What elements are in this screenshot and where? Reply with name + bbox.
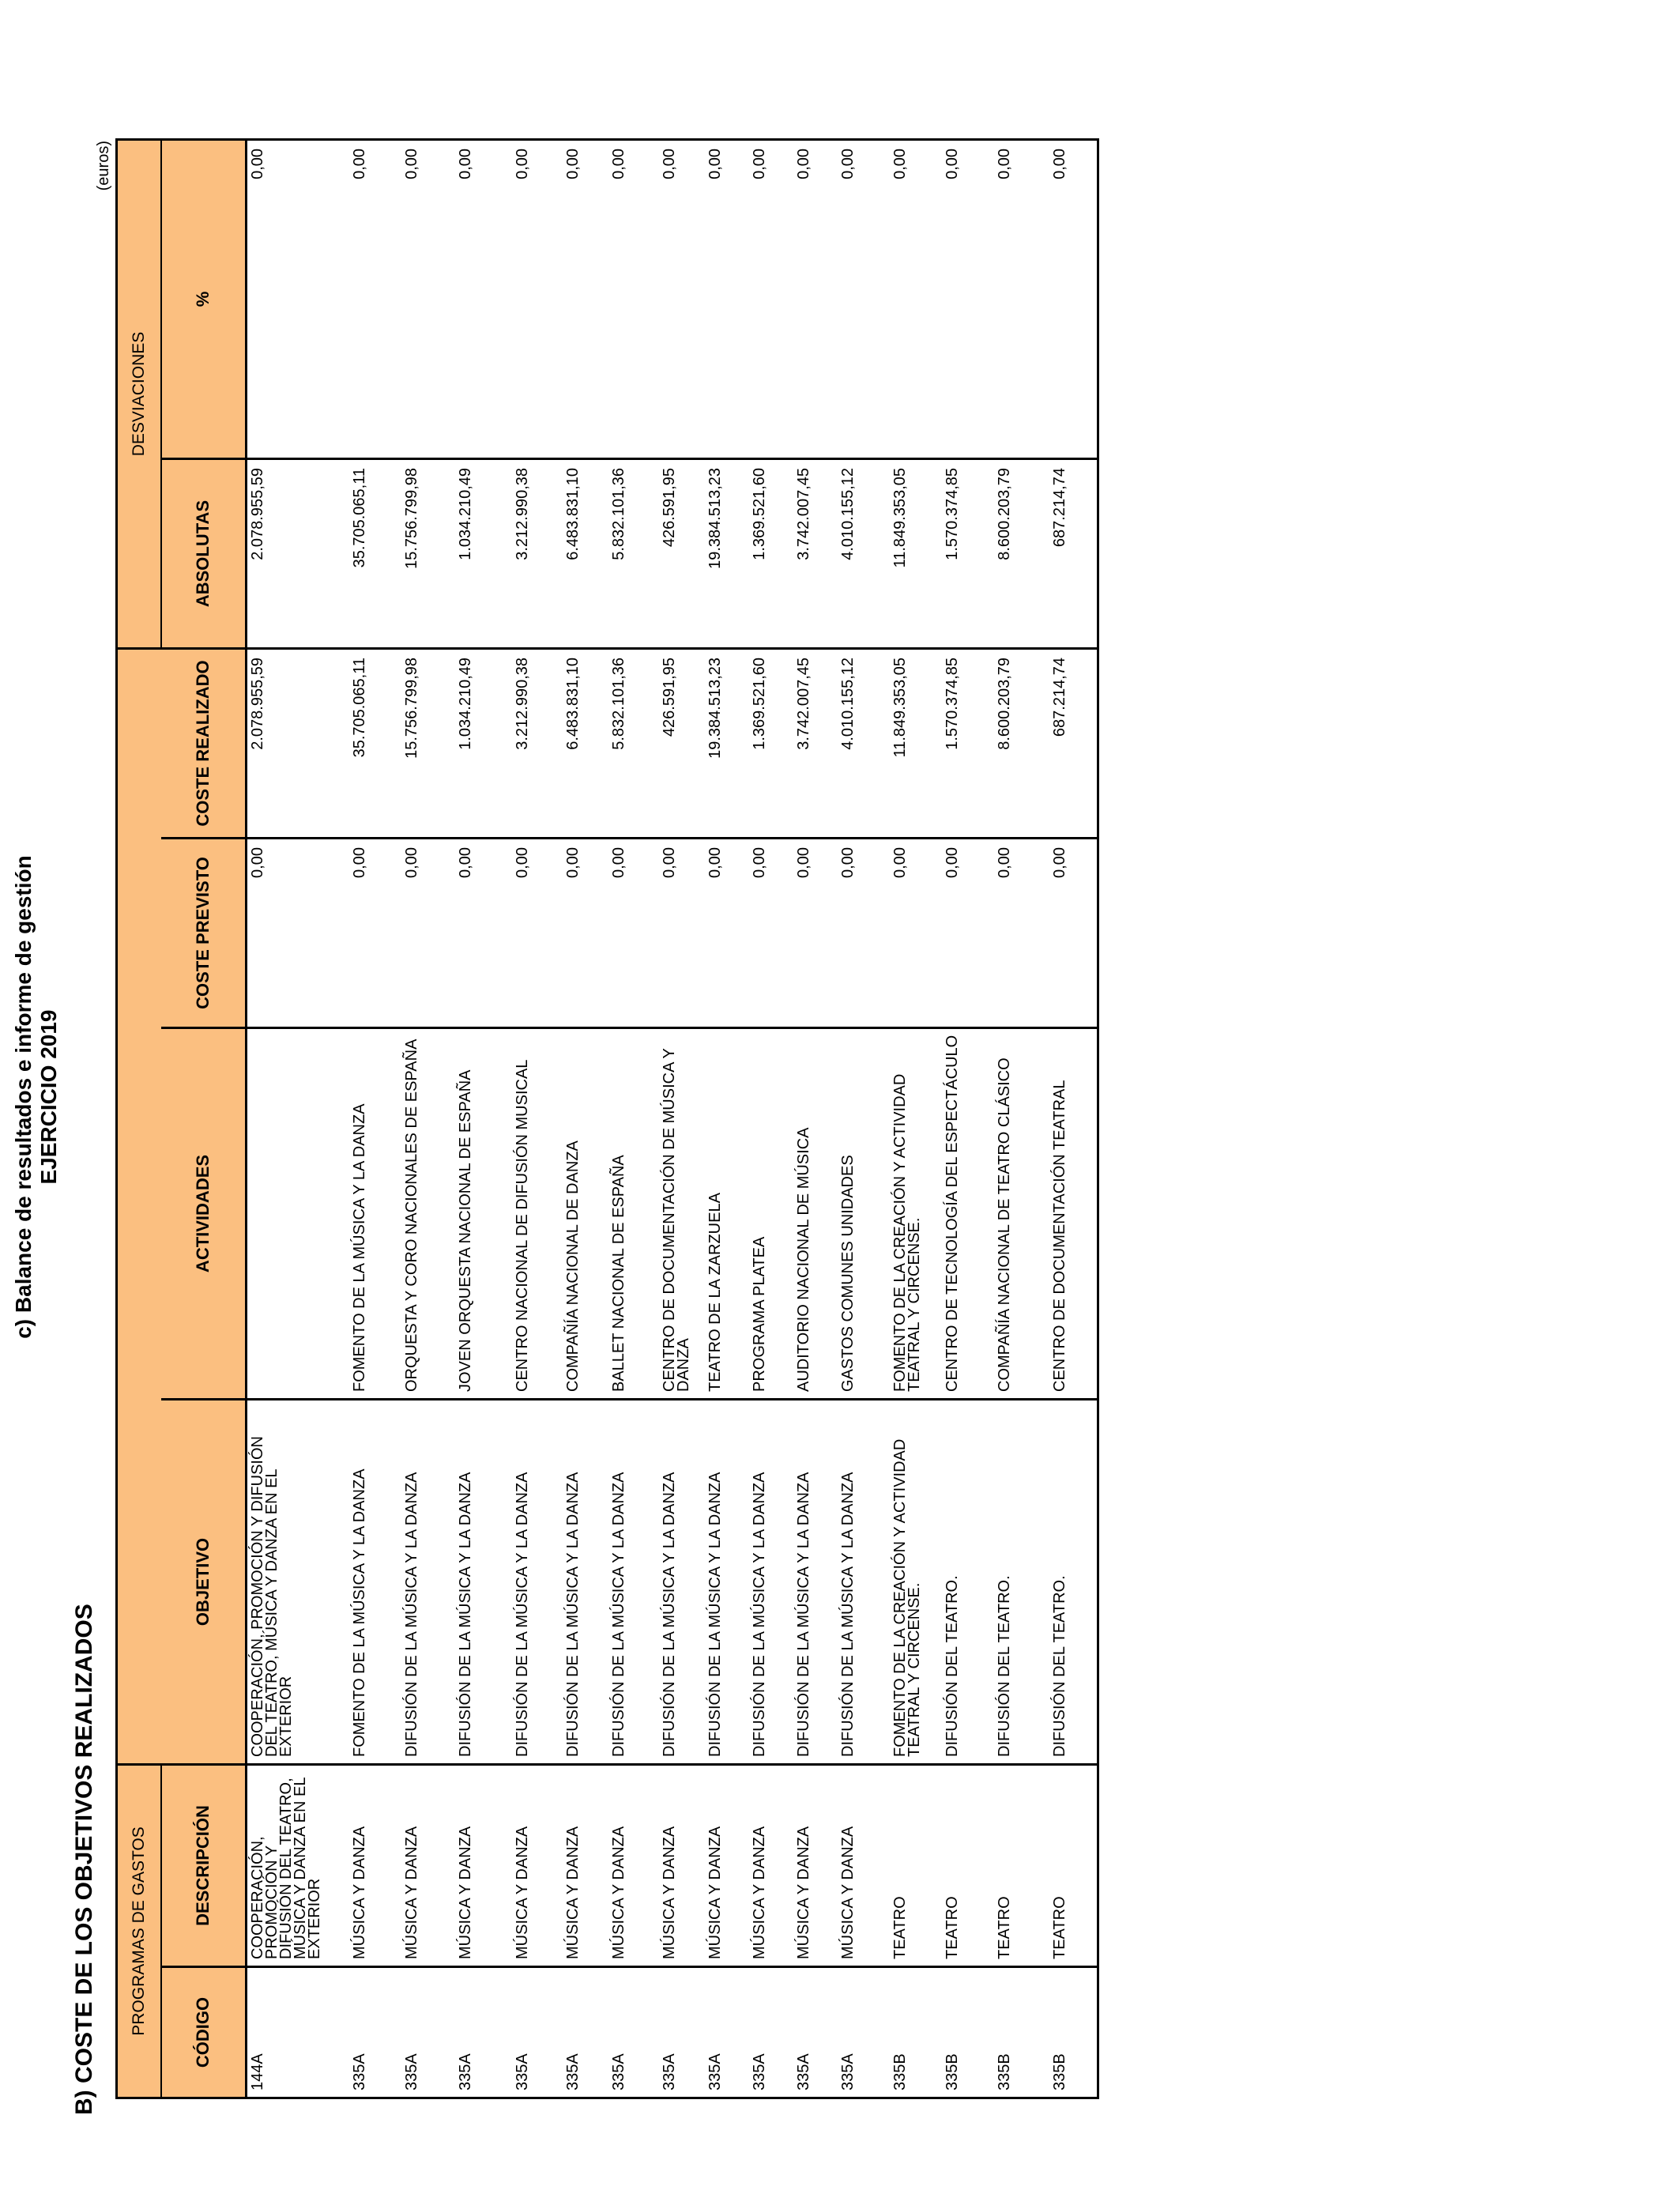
cell-porcentaje: 0,00 <box>749 139 793 458</box>
cell-absolutas: 2.078.955,59 <box>247 459 349 649</box>
cell-descripcion: TEATRO <box>942 1765 994 1967</box>
cell-objetivo: DIFUSIÓN DE LA MÚSICA Y LA DANZA <box>705 1400 749 1765</box>
cell-objetivo: FOMENTO DE LA CREACIÓN Y ACTIVIDAD TEATRAL Y CIRCENSE. <box>890 1400 942 1765</box>
header-objetivo: OBJETIVO <box>161 1400 247 1765</box>
cell-codigo: 335A <box>749 1967 793 2098</box>
cell-coste-previsto: 0,00 <box>994 839 1049 1028</box>
cell-codigo: 335B <box>890 1967 942 2098</box>
cell-absolutas: 6.483.831,10 <box>563 459 608 649</box>
cell-coste-previsto: 0,00 <box>942 839 994 1028</box>
cell-absolutas: 687.214,74 <box>1049 459 1098 649</box>
cell-codigo: 335B <box>994 1967 1049 2098</box>
table-row <box>659 139 705 2098</box>
cell-porcentaje: 0,00 <box>608 139 659 458</box>
cell-absolutas: 3.742.007,45 <box>793 459 838 649</box>
cell-codigo: 335A <box>563 1967 608 2098</box>
cell-porcentaje: 0,00 <box>512 139 563 458</box>
cell-objetivo: DIFUSIÓN DE LA MÚSICA Y LA DANZA <box>401 1400 455 1765</box>
header-porcentaje: % <box>161 139 247 458</box>
table-body <box>247 139 1098 2098</box>
cell-coste-realizado: 3.212.990,38 <box>512 649 563 839</box>
header-descripcion: DESCRIPCIÓN <box>161 1765 247 1967</box>
cell-codigo: 335A <box>659 1967 705 2098</box>
cell-descripcion: MÚSICA Y DANZA <box>349 1765 401 1967</box>
cell-descripcion: MÚSICA Y DANZA <box>512 1765 563 1967</box>
cell-porcentaje: 0,00 <box>247 139 349 458</box>
cell-objetivo: DIFUSIÓN DE LA MÚSICA Y LA DANZA <box>455 1400 512 1765</box>
table-row <box>749 139 793 2098</box>
cell-objetivo: DIFUSIÓN DE LA MÚSICA Y LA DANZA <box>793 1400 838 1765</box>
cell-porcentaje: 0,00 <box>349 139 401 458</box>
cell-actividades: GASTOS COMUNES UNIDADES <box>838 1028 890 1400</box>
table-row <box>247 139 349 2098</box>
table-row <box>942 139 994 2098</box>
cell-objetivo: FOMENTO DE LA MÚSICA Y LA DANZA <box>349 1400 401 1765</box>
cell-coste-realizado: 1.034.210,49 <box>455 649 512 839</box>
report-year: EJERCICIO 2019 <box>36 1009 61 1185</box>
header-desviaciones-group: DESVIACIONES <box>117 139 161 648</box>
section-title: B) COSTE DE LOS OBJETIVOS REALIZADOS <box>71 1604 97 2115</box>
cell-coste-realizado: 1.570.374,85 <box>942 649 994 839</box>
cell-coste-previsto: 0,00 <box>749 839 793 1028</box>
table-row <box>705 139 749 2098</box>
cell-porcentaje: 0,00 <box>455 139 512 458</box>
cell-descripcion: MÚSICA Y DANZA <box>659 1765 705 1967</box>
cell-absolutas: 19.384.513,23 <box>705 459 749 649</box>
cell-absolutas: 4.010.155,12 <box>838 459 890 649</box>
header-absolutas: ABSOLUTAS <box>161 459 247 649</box>
cell-coste-realizado: 19.384.513,23 <box>705 649 749 839</box>
cell-coste-realizado: 35.705.065,11 <box>349 649 401 839</box>
cell-porcentaje: 0,00 <box>1049 139 1098 458</box>
cell-coste-previsto: 0,00 <box>455 839 512 1028</box>
cell-descripcion: MÚSICA Y DANZA <box>401 1765 455 1967</box>
cell-coste-previsto: 0,00 <box>512 839 563 1028</box>
cell-objetivo: DIFUSIÓN DE LA MÚSICA Y LA DANZA <box>838 1400 890 1765</box>
cell-coste-previsto: 0,00 <box>608 839 659 1028</box>
cell-objetivo: DIFUSIÓN DE LA MÚSICA Y LA DANZA <box>659 1400 705 1765</box>
cell-absolutas: 3.212.990,38 <box>512 459 563 649</box>
cell-coste-realizado: 1.369.521,60 <box>749 649 793 839</box>
cell-actividades: PROGRAMA PLATEA <box>749 1028 793 1400</box>
cell-porcentaje: 0,00 <box>705 139 749 458</box>
cell-descripcion: TEATRO <box>1049 1765 1098 1967</box>
cell-actividades: CENTRO DE TECNOLOGÍA DEL ESPECTÁCULO <box>942 1028 994 1400</box>
cell-actividades: COMPAÑÍA NACIONAL DE DANZA <box>563 1028 608 1400</box>
cell-absolutas: 1.034.210,49 <box>455 459 512 649</box>
cell-actividades: BALLET NACIONAL DE ESPAÑA <box>608 1028 659 1400</box>
costs-table <box>115 138 1099 2099</box>
cell-objetivo: DIFUSIÓN DE LA MÚSICA Y LA DANZA <box>512 1400 563 1765</box>
cell-actividades: ORQUESTA Y CORO NACIONALES DE ESPAÑA <box>401 1028 455 1400</box>
cell-codigo: 335A <box>401 1967 455 2098</box>
cell-actividades: FOMENTO DE LA CREACIÓN Y ACTIVIDAD TEATRAL Y CIRCENSE. <box>890 1028 942 1400</box>
cell-coste-previsto: 0,00 <box>659 839 705 1028</box>
table-row <box>838 139 890 2098</box>
cell-descripcion: MÚSICA Y DANZA <box>608 1765 659 1967</box>
cell-codigo: 335A <box>838 1967 890 2098</box>
cell-coste-realizado: 2.078.955,59 <box>247 649 349 839</box>
cell-objetivo: DIFUSIÓN DE LA MÚSICA Y LA DANZA <box>608 1400 659 1765</box>
table-row <box>994 139 1049 2098</box>
cell-coste-realizado: 426.591,95 <box>659 649 705 839</box>
cell-codigo: 335A <box>705 1967 749 2098</box>
cell-actividades: JOVEN ORQUESTA NACIONAL DE ESPAÑA <box>455 1028 512 1400</box>
cell-coste-previsto: 0,00 <box>349 839 401 1028</box>
table-row <box>401 139 455 2098</box>
cell-porcentaje: 0,00 <box>401 139 455 458</box>
cell-actividades: CENTRO DE DOCUMENTACIÓN DE MÚSICA Y DANZA <box>659 1028 705 1400</box>
cell-descripcion: TEATRO <box>994 1765 1049 1967</box>
table-row <box>1049 139 1098 2098</box>
cell-descripcion: MÚSICA Y DANZA <box>563 1765 608 1967</box>
cell-codigo: 335A <box>608 1967 659 2098</box>
cell-actividades: AUDITORIO NACIONAL DE MÚSICA <box>793 1028 838 1400</box>
cell-descripcion: COOPERACIÓN, PROMOCIÓN Y DIFUSIÓN DEL TEATRO, MÚSICA Y DANZA EN EL EXTERIOR <box>247 1765 349 1967</box>
cell-coste-previsto: 0,00 <box>705 839 749 1028</box>
cell-porcentaje: 0,00 <box>890 139 942 458</box>
cell-codigo: 335B <box>942 1967 994 2098</box>
cell-coste-realizado: 11.849.353,05 <box>890 649 942 839</box>
cell-absolutas: 1.369.521,60 <box>749 459 793 649</box>
cell-actividades: COMPAÑÍA NACIONAL DE TEATRO CLÁSICO <box>994 1028 1049 1400</box>
table-row <box>608 139 659 2098</box>
cell-actividades <box>247 1028 349 1400</box>
cell-coste-previsto: 0,00 <box>247 839 349 1028</box>
cell-absolutas: 35.705.065,11 <box>349 459 401 649</box>
header-coste-realizado: COSTE REALIZADO <box>161 649 247 839</box>
cell-absolutas: 15.756.799,98 <box>401 459 455 649</box>
cell-objetivo: DIFUSIÓN DE LA MÚSICA Y LA DANZA <box>563 1400 608 1765</box>
cell-coste-previsto: 0,00 <box>793 839 838 1028</box>
header-coste-previsto: COSTE PREVISTO <box>161 839 247 1028</box>
cell-actividades: FOMENTO DE LA MÚSICA Y LA DANZA <box>349 1028 401 1400</box>
header-codigo: CÓDIGO <box>161 1967 247 2098</box>
table-row <box>349 139 401 2098</box>
table-row <box>455 139 512 2098</box>
cell-porcentaje: 0,00 <box>942 139 994 458</box>
cell-porcentaje: 0,00 <box>838 139 890 458</box>
cell-porcentaje: 0,00 <box>659 139 705 458</box>
cell-codigo: 144A <box>247 1967 349 2098</box>
cell-coste-realizado: 687.214,74 <box>1049 649 1098 839</box>
cell-descripcion: TEATRO <box>890 1765 942 1967</box>
table-row <box>563 139 608 2098</box>
cell-coste-previsto: 0,00 <box>401 839 455 1028</box>
cell-coste-previsto: 0,00 <box>890 839 942 1028</box>
cell-codigo: 335A <box>793 1967 838 2098</box>
cell-objetivo: DIFUSIÓN DE LA MÚSICA Y LA DANZA <box>749 1400 793 1765</box>
table-row <box>890 139 942 2098</box>
cell-descripcion: MÚSICA Y DANZA <box>705 1765 749 1967</box>
cell-coste-realizado: 15.756.799,98 <box>401 649 455 839</box>
cell-descripcion: MÚSICA Y DANZA <box>455 1765 512 1967</box>
cell-absolutas: 1.570.374,85 <box>942 459 994 649</box>
cell-codigo: 335A <box>512 1967 563 2098</box>
cell-actividades: CENTRO NACIONAL DE DIFUSIÓN MUSICAL <box>512 1028 563 1400</box>
cell-descripcion: MÚSICA Y DANZA <box>838 1765 890 1967</box>
cell-descripcion: MÚSICA Y DANZA <box>793 1765 838 1967</box>
cell-porcentaje: 0,00 <box>793 139 838 458</box>
cell-codigo: 335A <box>455 1967 512 2098</box>
cell-codigo: 335B <box>1049 1967 1098 2098</box>
units-label: (euros) <box>95 141 112 191</box>
cell-absolutas: 5.832.101,36 <box>608 459 659 649</box>
cell-descripcion: MÚSICA Y DANZA <box>749 1765 793 1967</box>
cell-coste-realizado: 6.483.831,10 <box>563 649 608 839</box>
cell-objetivo: DIFUSIÓN DEL TEATRO. <box>942 1400 994 1765</box>
cell-actividades: TEATRO DE LA ZARZUELA <box>705 1028 749 1400</box>
cell-coste-realizado: 8.600.203,79 <box>994 649 1049 839</box>
report-title: c) Balance de resultados e informe de gestión <box>11 855 36 1339</box>
table-row <box>512 139 563 2098</box>
cell-porcentaje: 0,00 <box>994 139 1049 458</box>
cell-absolutas: 426.591,95 <box>659 459 705 649</box>
cell-coste-previsto: 0,00 <box>1049 839 1098 1028</box>
cell-coste-previsto: 0,00 <box>838 839 890 1028</box>
cell-coste-realizado: 5.832.101,36 <box>608 649 659 839</box>
cell-actividades: CENTRO DE DOCUMENTACIÓN TEATRAL <box>1049 1028 1098 1400</box>
cell-objetivo: DIFUSIÓN DEL TEATRO. <box>994 1400 1049 1765</box>
cell-coste-realizado: 3.742.007,45 <box>793 649 838 839</box>
cell-absolutas: 8.600.203,79 <box>994 459 1049 649</box>
table-row <box>793 139 838 2098</box>
cell-objetivo: COOPERACIÓN, PROMOCIÓN Y DIFUSIÓN DEL TEATRO, MÚSICA Y DANZA EN EL EXTERIOR <box>247 1400 349 1765</box>
cell-codigo: 335A <box>349 1967 401 2098</box>
cell-coste-realizado: 4.010.155,12 <box>838 649 890 839</box>
cell-objetivo: DIFUSIÓN DEL TEATRO. <box>1049 1400 1098 1765</box>
cell-absolutas: 11.849.353,05 <box>890 459 942 649</box>
header-actividades: ACTIVIDADES <box>161 1028 247 1400</box>
header-programas-group: PROGRAMAS DE GASTOS <box>117 1765 161 2098</box>
cell-coste-previsto: 0,00 <box>563 839 608 1028</box>
cell-porcentaje: 0,00 <box>563 139 608 458</box>
